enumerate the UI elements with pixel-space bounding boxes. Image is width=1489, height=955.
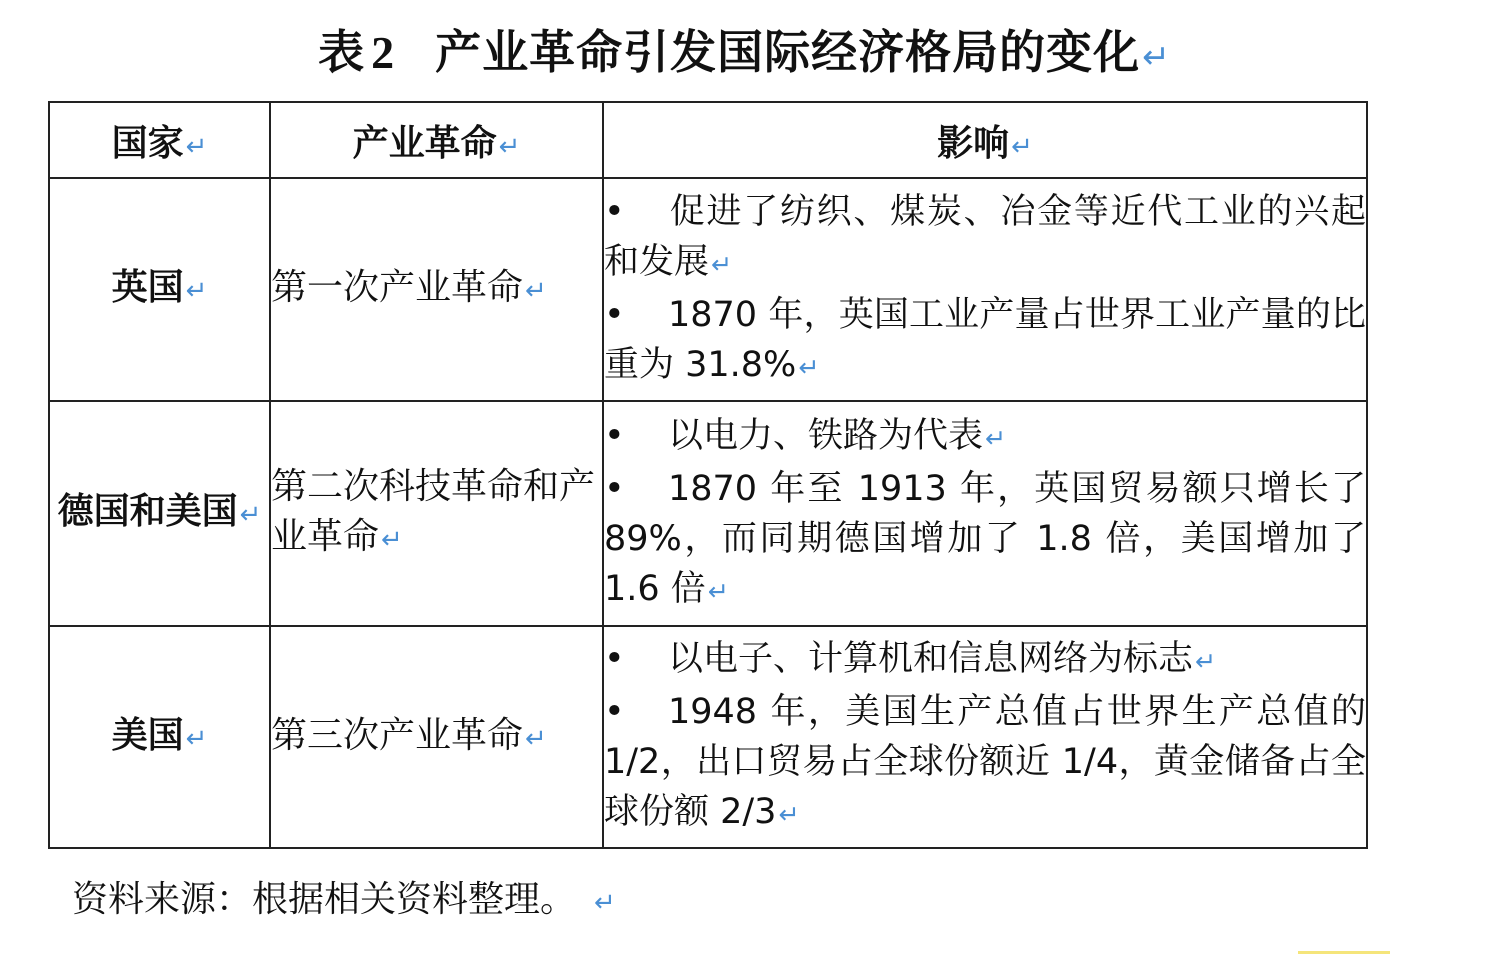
impact-cell [603,626,1367,848]
title-text: 产业革命引发国际经济格局的变化 [435,25,1141,79]
paragraph-mark-icon: ↵ [185,276,208,306]
paragraph-mark-icon: ↵ [1142,37,1171,76]
paragraph-mark-icon: ↵ [381,525,403,555]
highlight-mark [1298,951,1390,954]
paragraph-mark-icon: ↵ [1195,647,1217,676]
bullet-icon: • [604,415,625,456]
bullet-icon: • [604,468,625,509]
paragraph-mark-icon: ↵ [1011,131,1033,162]
paragraph-mark-icon: ↵ [594,888,616,918]
table-row [49,626,1367,848]
source-note: 资料来源：根据相关资料整理。 ↵ [72,879,616,920]
impact-bullet: • 1870 年，英国工业产量占世界工业产量的比重为 31.8%↵ [604,290,1366,393]
paragraph-mark-icon: ↵ [525,723,547,754]
table-row [49,178,1367,401]
impact-bullet: • 1870 年至 1913 年，英国贸易额只增长了 89%，而同期德国增加了 1.8 倍，美国增加了 1.6 倍↵ [604,464,1366,617]
bullet-icon: • [604,191,625,232]
paragraph-mark-icon: ↵ [798,352,820,382]
revolution-cell: 第一次产业革命↵ [270,178,603,401]
paragraph-mark-icon: ↵ [985,423,1007,453]
bullet-icon: • [604,692,625,732]
table-row [49,401,1367,626]
title-number: 2 [371,27,396,78]
impact-bullet: • 以电子、计算机和信息网络为标志↵ [604,634,1366,687]
impact-cell [603,401,1367,626]
header-country: 国家↵ [49,102,270,178]
impact-cell [603,178,1367,401]
industrial-revolution-table [48,101,1368,849]
table-header-row [49,102,1367,178]
paragraph-mark-icon: ↵ [711,249,733,279]
paragraph-mark-icon: ↵ [707,576,729,606]
revolution-cell: 第三次产业革命↵ [270,626,603,848]
bullet-icon: • [604,294,625,335]
table-title [0,22,1489,87]
revolution-cell: 第二次科技革命和产业革命↵ [270,401,603,626]
paragraph-mark-icon: ↵ [498,131,521,162]
header-revolution: 产业革命↵ [270,102,603,178]
country-cell: 英国↵ [49,178,270,401]
impact-bullet: • 促进了纺织、煤炭、冶金等近代工业的兴起和发展↵ [604,187,1366,290]
paragraph-mark-icon: ↵ [185,723,208,754]
header-impact: 影响↵ [603,102,1367,178]
paragraph-mark-icon: ↵ [185,131,208,162]
paragraph-mark-icon: ↵ [778,800,800,829]
impact-bullet: • 以电力、铁路为代表↵ [604,411,1366,464]
impact-bullet: • 1948 年，美国生产总值占世界生产总值的 1/2，出口贸易占全球份额近 1/4，黄金储备占全球份额 2/3↵ [604,687,1366,840]
country-cell: 德国和美国↵ [49,401,270,626]
bullet-icon: • [604,639,625,679]
title-prefix: 表 [318,25,366,79]
country-cell: 美国↵ [49,626,270,848]
paragraph-mark-icon: ↵ [239,500,262,530]
paragraph-mark-icon: ↵ [525,276,547,306]
